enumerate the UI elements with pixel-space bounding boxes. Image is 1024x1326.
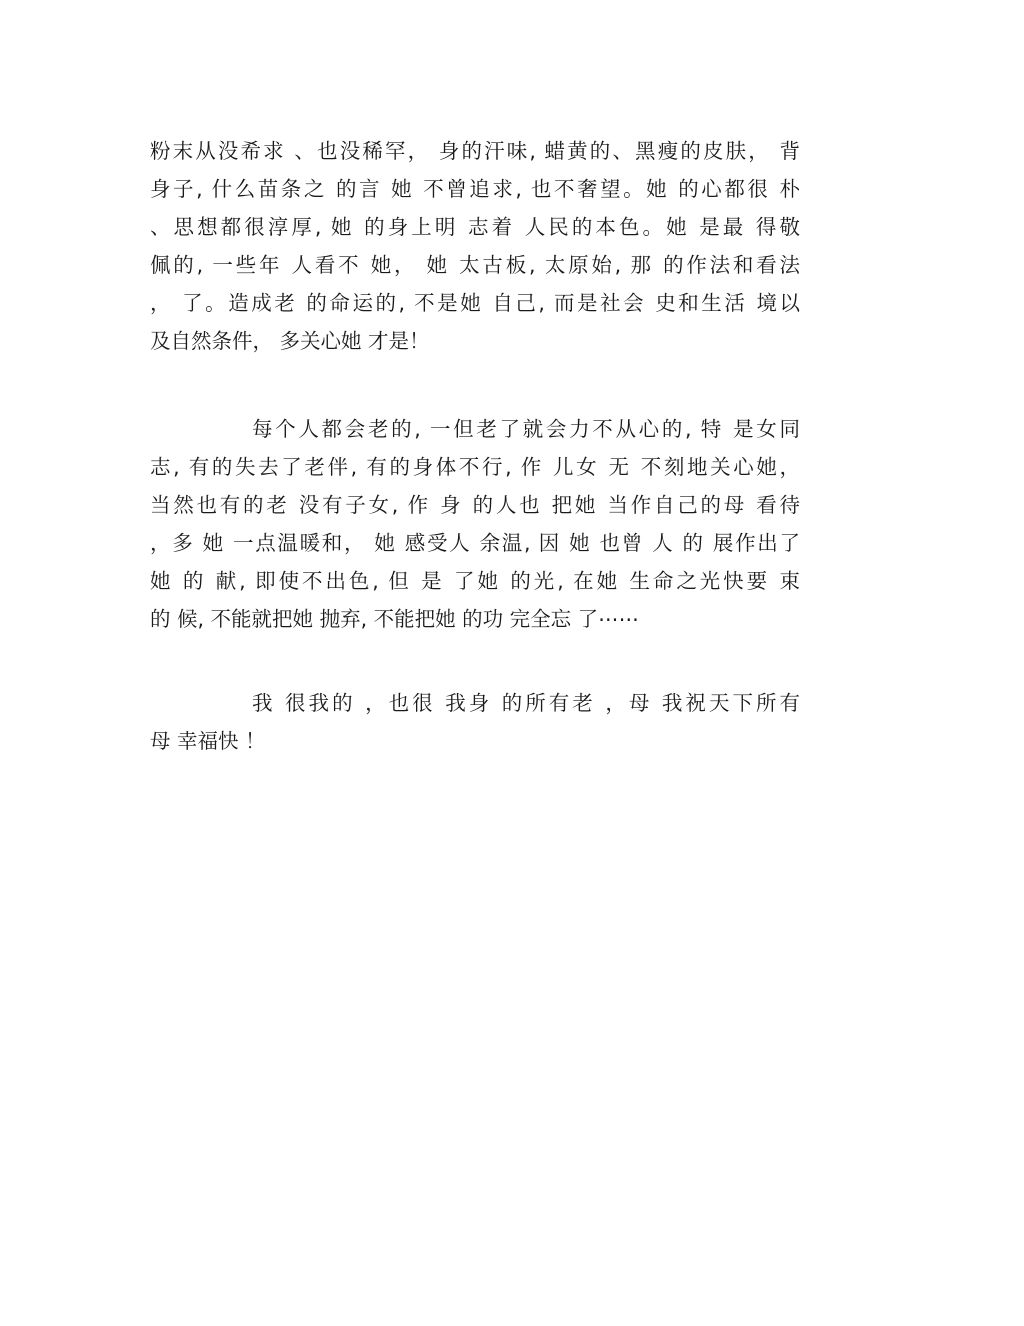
paragraph-line: 每个人都会老的, 一但老了就会力不从心的, 特 是女同 (252, 417, 800, 441)
paragraph-line: 母 幸福快 ！ (150, 729, 266, 753)
paragraph-line: 粉末从没希求 、也没稀罕， 身的汗味, 蜡黄的、黑瘦的皮肤， 背 (150, 139, 800, 163)
paragraph-line: 身子, 什么苗条之 的言 她 不曾追求, 也不奢望。她 的心都很 朴 (150, 177, 800, 201)
paragraph-line: 及自然条件， 多关心她 才是！ (150, 329, 430, 353)
paragraph-line: 她 的 献, 即使不出色, 但 是 了她 的光, 在她 生命之光快要 束 (150, 569, 800, 593)
paragraph-3 (150, 684, 800, 760)
paragraph-line: 、思想都很淳厚, 她 的身上明 志着 人民的本色。她 是最 得敬 (150, 215, 800, 239)
paragraph-line: 佩的, 一些年 人看不 她， 她 太古板, 太原始, 那 的作法和看法 (150, 253, 800, 277)
paragraph-1 (150, 132, 800, 360)
paragraph-line: 我 很我的 ，也很 我身 的所有老 ，母 我祝天下所有 (252, 691, 800, 715)
paragraph-line: 当然也有的老 没有子女, 作 身 的人也 把她 当作自己的母 看待 (150, 493, 800, 517)
paragraph-line: 的 候, 不能就把她 抛弃, 不能把她 的功 完全忘 了⋯⋯ (150, 607, 640, 631)
paragraph-2 (150, 410, 800, 638)
paragraph-line: ， 了。造成老 的命运的, 不是她 自己, 而是社会 史和生活 境以 (150, 291, 800, 315)
paragraph-line: ，多 她 一点温暖和， 她 感受人 余温, 因 她 也曾 人 的 展作出了 (150, 531, 800, 555)
paragraph-line: 志, 有的失去了老伴, 有的身体不行, 作 儿女 无 不刻地关心她， (150, 455, 800, 479)
